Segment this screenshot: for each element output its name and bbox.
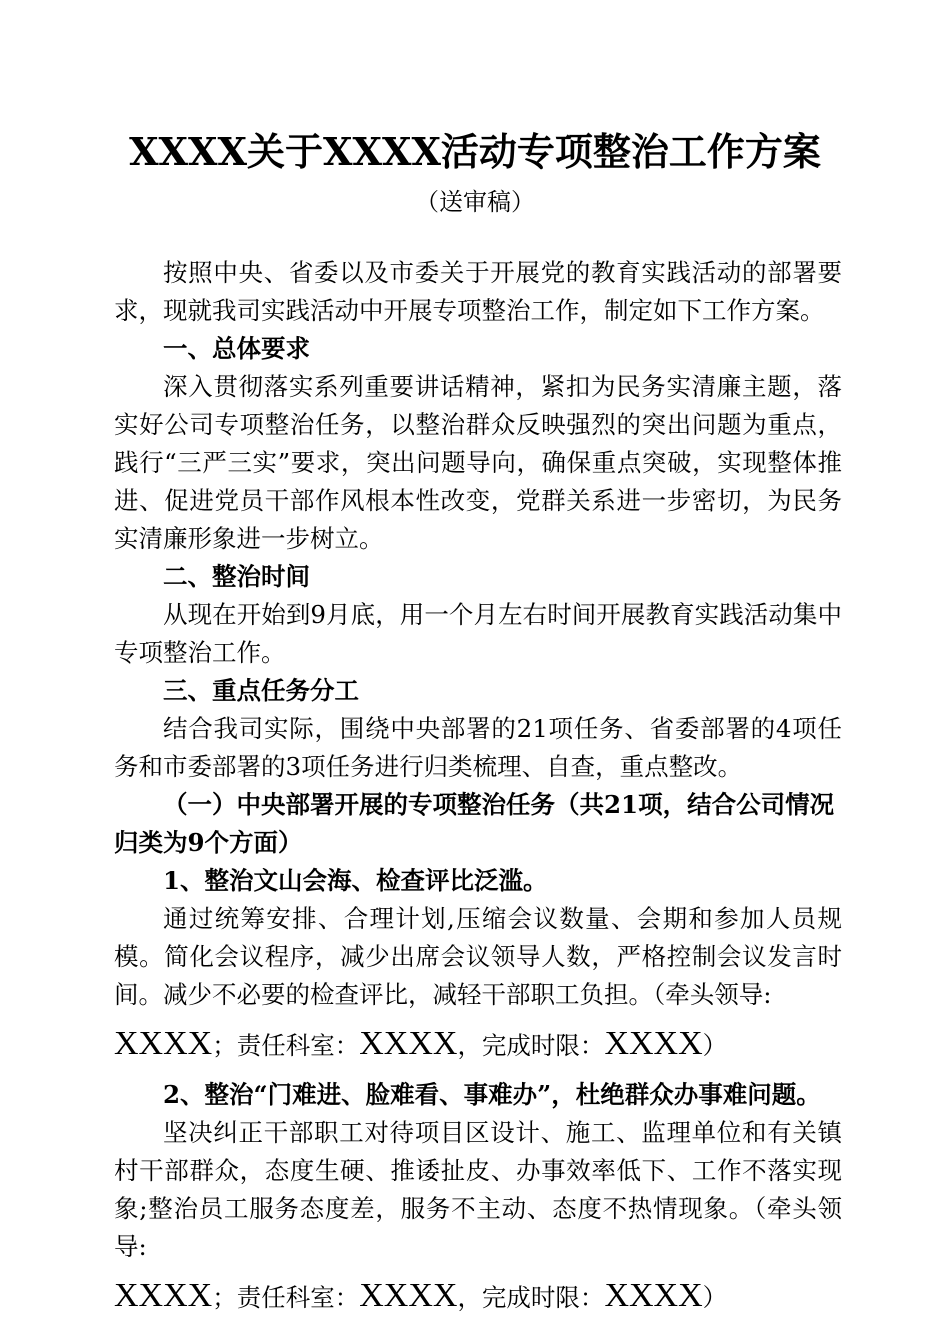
- item-2-responsibility: [114, 1272, 842, 1322]
- item-1-responsibility: [114, 1020, 842, 1070]
- item-2-lead: XXXX: [114, 1277, 213, 1314]
- section-2-heading: 二、整治时间: [163, 562, 310, 591]
- intro-paragraph: 按照中央、省委以及市委关于开展党的教育实践活动的部署要求，现就我司实践活动中开展专项整治工作，制定如下工作方案。: [114, 258, 842, 325]
- section-1-heading: 一、总体要求: [163, 334, 310, 363]
- item-2-deadline: XXXX: [604, 1277, 703, 1314]
- item-1-lead: XXXX: [114, 1025, 213, 1062]
- document-title: XXXX关于XXXX活动专项整治工作方案: [129, 129, 821, 174]
- item-1-sep-deadline: ，完成时限：: [457, 1031, 605, 1060]
- subsection-1-heading: （一）中央部署开展的专项整治任务（共21项，结合公司情况归类为9个方面）: [114, 790, 835, 857]
- item-1-paragraph: 通过统筹安排、合理计划,压缩会议数量、会期和参加人员规模。简化会议程序，减少出席会议领导人数，严格控制会议发言时间。减少不必要的检查评比，减轻干部职工负担。（牵头领导:: [114, 904, 842, 1009]
- item-1-deadline: XXXX: [604, 1025, 703, 1062]
- document-body: [114, 254, 842, 1328]
- item-2-office: XXXX: [359, 1277, 458, 1314]
- item-1-office: XXXX: [359, 1025, 458, 1062]
- section-3-heading: 三、重点任务分工: [163, 676, 359, 705]
- item-1-sep-office: ；责任科室：: [212, 1031, 360, 1060]
- item-2-heading: 2、整治“门难进、脸难看、事难办”，杜绝群众办事难问题。: [163, 1080, 821, 1109]
- section-1-paragraph: 深入贯彻落实系列重要讲话精神，紧扣为民务实清廉主题，落实好公司专项整治任务，以整治群众反映强烈的突出问题为重点，践行“三严三实”要求，突出问题导向，确保重点突破，实现整体推进、促进党员干部作风根本性改变，党群关系进一步密切，为民务实清廉形象进一步树立。: [114, 372, 842, 553]
- document-subtitle: （送审稿）: [415, 188, 535, 216]
- section-2-paragraph: 从现在开始到9月底，用一个月左右时间开展教育实践活动集中专项整治工作。: [114, 600, 842, 667]
- item-2-sep-office: ；责任科室：: [212, 1283, 360, 1312]
- section-3-paragraph: 结合我司实际，围绕中央部署的21项任务、省委部署的4项任务和市委部署的3项任务进行归类梳理、自查，重点整改。: [114, 714, 842, 781]
- item-2-close-paren: ）: [702, 1283, 728, 1312]
- item-2-paragraph: 坚决纠正干部职工对待项目区设计、施工、监理单位和有关镇村干部群众，态度生硬、推诿扯皮、办事效率低下、工作不落实现象;整治员工服务态度差，服务不主动、态度不热情现象。（牵头领导:: [114, 1118, 842, 1261]
- item-1-close-paren: ）: [702, 1031, 728, 1060]
- item-1-heading: 1、整治文山会海、检查评比泛滥。: [163, 866, 548, 895]
- item-2-sep-deadline: ，完成时限：: [457, 1283, 605, 1312]
